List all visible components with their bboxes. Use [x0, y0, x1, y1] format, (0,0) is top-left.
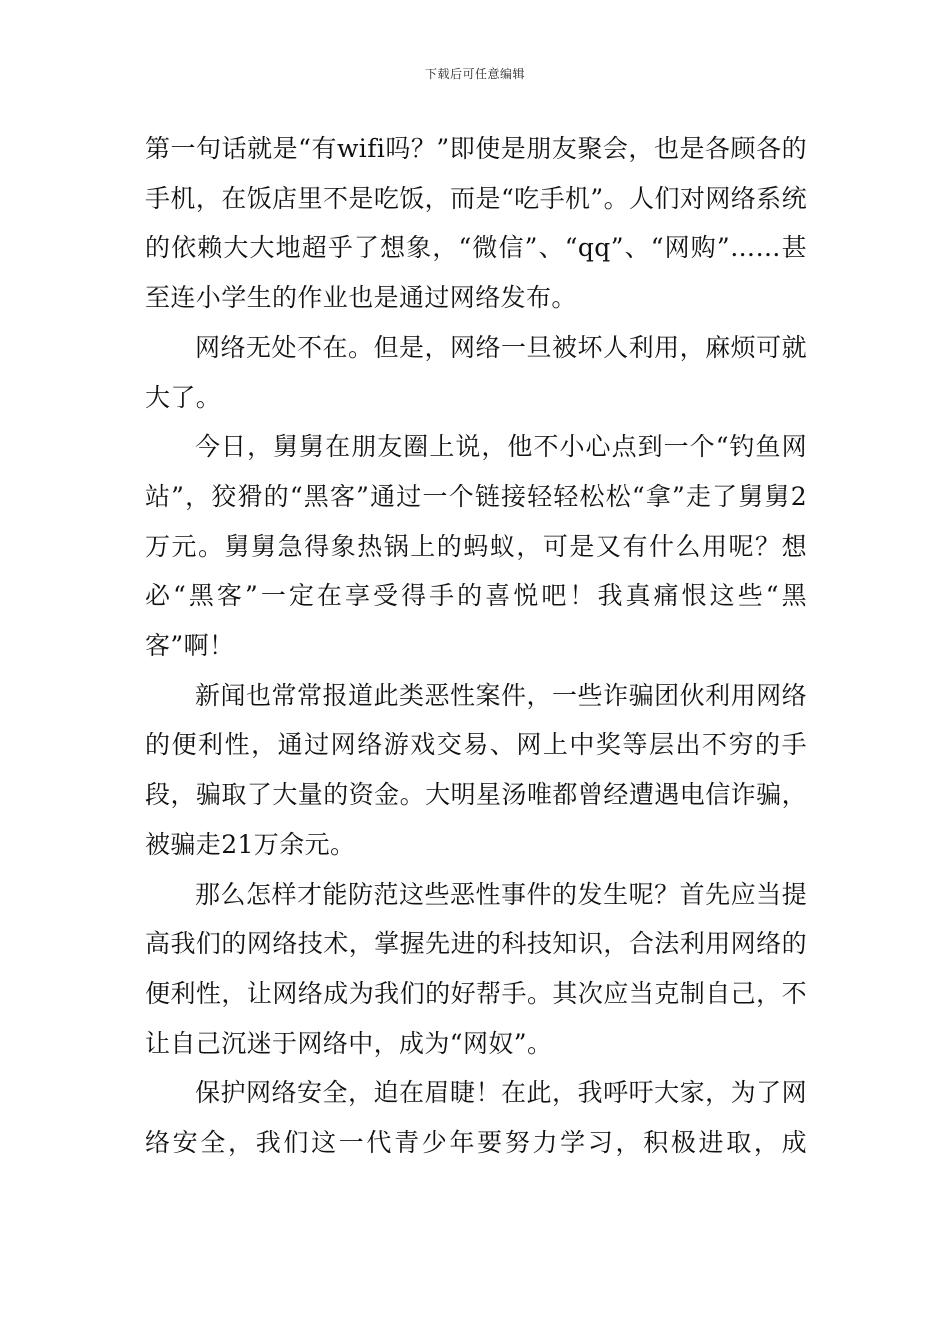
paragraph-6: 保护网络安全，迫在眉睫！在此，我呼吁大家，为了网络安全，我们这一代青少年要努力学习，积极进取，成	[145, 1078, 807, 1158]
paragraph-4: 新闻也常常报道此类恶性案件，一些诈骗团伙利用网络的便利性，通过网络游戏交易、网上中奖等层出不穷的手段，骗取了大量的资金。大明星汤唯都曾经遭遇电信诈骗，被骗走21万余元。	[145, 680, 807, 859]
paragraph-1: 第一句话就是“有wifi吗？”即使是朋友聚会，也是各顾各的手机，在饭店里不是吃饭，而是“吃手机”。人们对网络系统的依赖大大地超乎了想象，“微信”、“qq”、“网购”……甚至连小学生的作业也是通过网络发布。	[145, 134, 807, 313]
paragraph-2: 网络无处不在。但是，网络一旦被坏人利用，麻烦可就大了。	[145, 332, 807, 412]
paragraph-3: 今日，舅舅在朋友圈上说，他不小心点到一个“钓鱼网站”，狡猾的“黑客”通过一个链接轻轻松松“拿”走了舅舅2万元。舅舅急得象热锅上的蚂蚁，可是又有什么用呢？想必“黑客”一定在享受得手的喜悦吧！我真痛恨这些“黑客”啊！	[145, 432, 807, 661]
paragraph-5: 那么怎样才能防范这些恶性事件的发生呢？首先应当提高我们的网络技术，掌握先进的科技知识，合法利用网络的便利性，让网络成为我们的好帮手。其次应当克制自己，不让自己沉迷于网络中，成为“网奴”。	[145, 879, 807, 1058]
page-header: 下载后可任意编辑	[424, 67, 525, 81]
document-body	[145, 124, 807, 1168]
